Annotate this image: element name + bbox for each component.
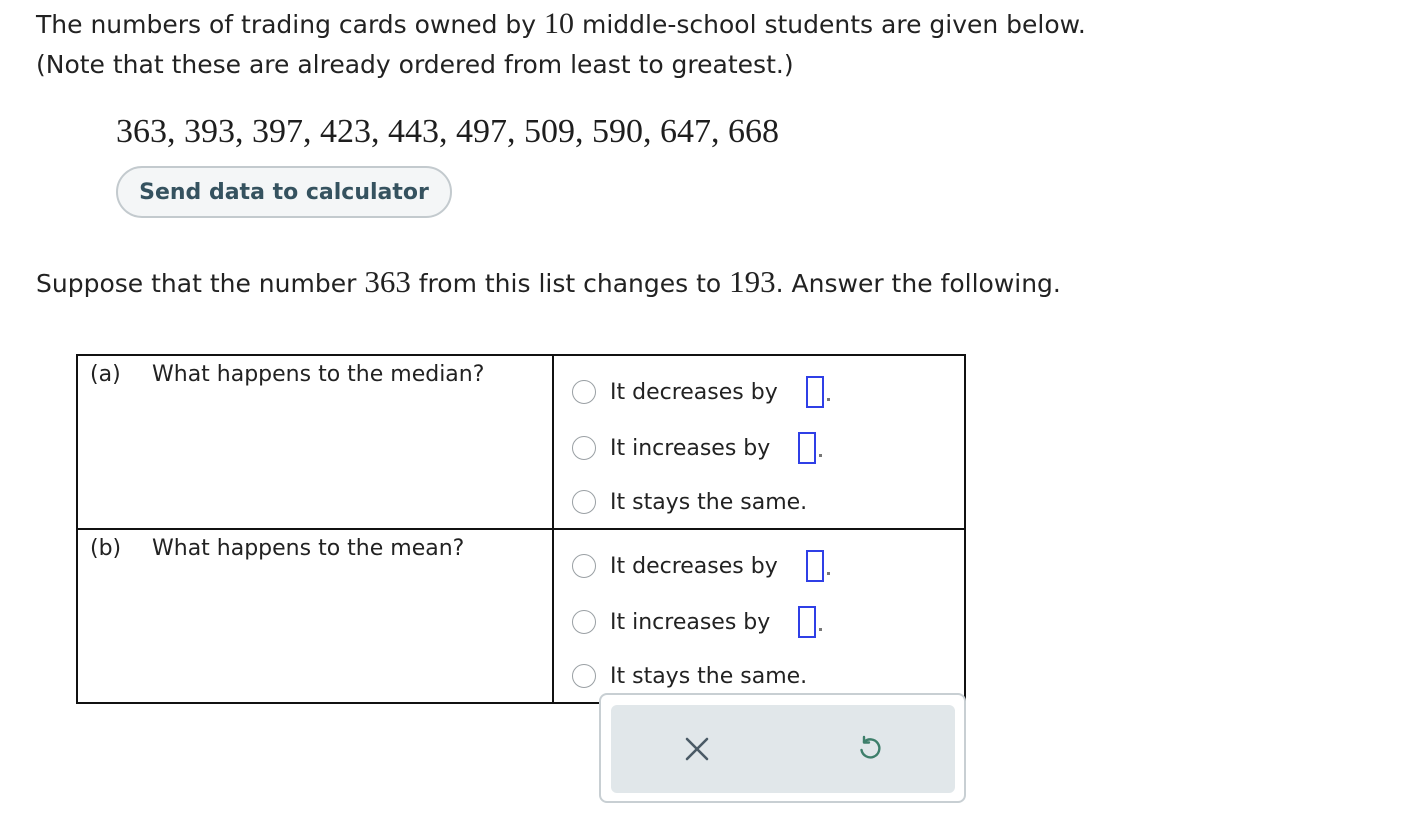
option-mean-decreases[interactable] xyxy=(572,538,964,594)
question-letter-a: (a) xyxy=(90,362,121,387)
clear-button[interactable] xyxy=(675,727,719,771)
answer-action-bar xyxy=(611,705,955,793)
send-data-to-calculator-button[interactable]: Send data to calculator xyxy=(116,166,452,218)
period-mark xyxy=(819,628,822,631)
suppose-suffix: . Answer the following. xyxy=(775,269,1061,298)
question-letter-b: (b) xyxy=(90,536,122,561)
new-value: 193 xyxy=(729,264,776,299)
radio-median-decreases[interactable] xyxy=(572,380,596,404)
undo-icon xyxy=(855,735,883,763)
question-row-mean xyxy=(77,529,965,703)
suppose-prefix: Suppose that the number xyxy=(36,269,365,298)
question-row-median xyxy=(77,355,965,529)
mean-decrease-input[interactable] xyxy=(806,550,824,582)
suppose-middle: from this list changes to xyxy=(410,269,730,298)
period-mark xyxy=(819,454,822,457)
student-count: 10 xyxy=(544,7,575,40)
undo-button[interactable] xyxy=(847,727,891,771)
radio-mean-same[interactable] xyxy=(572,664,596,688)
intro-prefix: The numbers of trading cards owned by xyxy=(36,10,545,39)
option-mean-increases[interactable] xyxy=(572,594,964,650)
option-median-decreases[interactable] xyxy=(572,364,964,420)
period-mark xyxy=(827,572,830,575)
data-list: 363, 393, 397, 423, 443, 497, 509, 590, 647, 668 xyxy=(116,113,779,150)
old-value: 363 xyxy=(364,264,411,299)
answer-action-panel xyxy=(599,693,966,803)
radio-mean-decreases[interactable] xyxy=(572,554,596,578)
intro-suffix: middle-school students are given below. xyxy=(574,10,1086,39)
median-increase-input[interactable] xyxy=(798,432,816,464)
problem-intro xyxy=(36,4,1396,85)
median-decrease-input[interactable] xyxy=(806,376,824,408)
option-median-same[interactable] xyxy=(572,476,964,528)
close-icon xyxy=(683,735,711,763)
question-text-a: What happens to the median? xyxy=(152,362,485,387)
option-label: It increases by xyxy=(610,609,771,635)
change-statement xyxy=(36,262,1061,304)
option-label: It stays the same. xyxy=(610,663,808,689)
option-label: It decreases by xyxy=(610,379,778,405)
option-label: It stays the same. xyxy=(610,489,808,515)
intro-line-1 xyxy=(36,4,1396,45)
intro-note: (Note that these are already ordered from least to greatest.) xyxy=(36,50,794,79)
radio-mean-increases[interactable] xyxy=(572,610,596,634)
option-label: It increases by xyxy=(610,435,771,461)
question-cell-a xyxy=(77,355,553,529)
question-table xyxy=(76,354,966,704)
option-label: It decreases by xyxy=(610,553,778,579)
period-mark xyxy=(827,398,830,401)
options-cell-a xyxy=(553,355,965,529)
option-median-increases[interactable] xyxy=(572,420,964,476)
mean-increase-input[interactable] xyxy=(798,606,816,638)
question-text-b: What happens to the mean? xyxy=(152,536,465,561)
question-cell-b xyxy=(77,529,553,703)
options-cell-b xyxy=(553,529,965,703)
radio-median-same[interactable] xyxy=(572,490,596,514)
radio-median-increases[interactable] xyxy=(572,436,596,460)
